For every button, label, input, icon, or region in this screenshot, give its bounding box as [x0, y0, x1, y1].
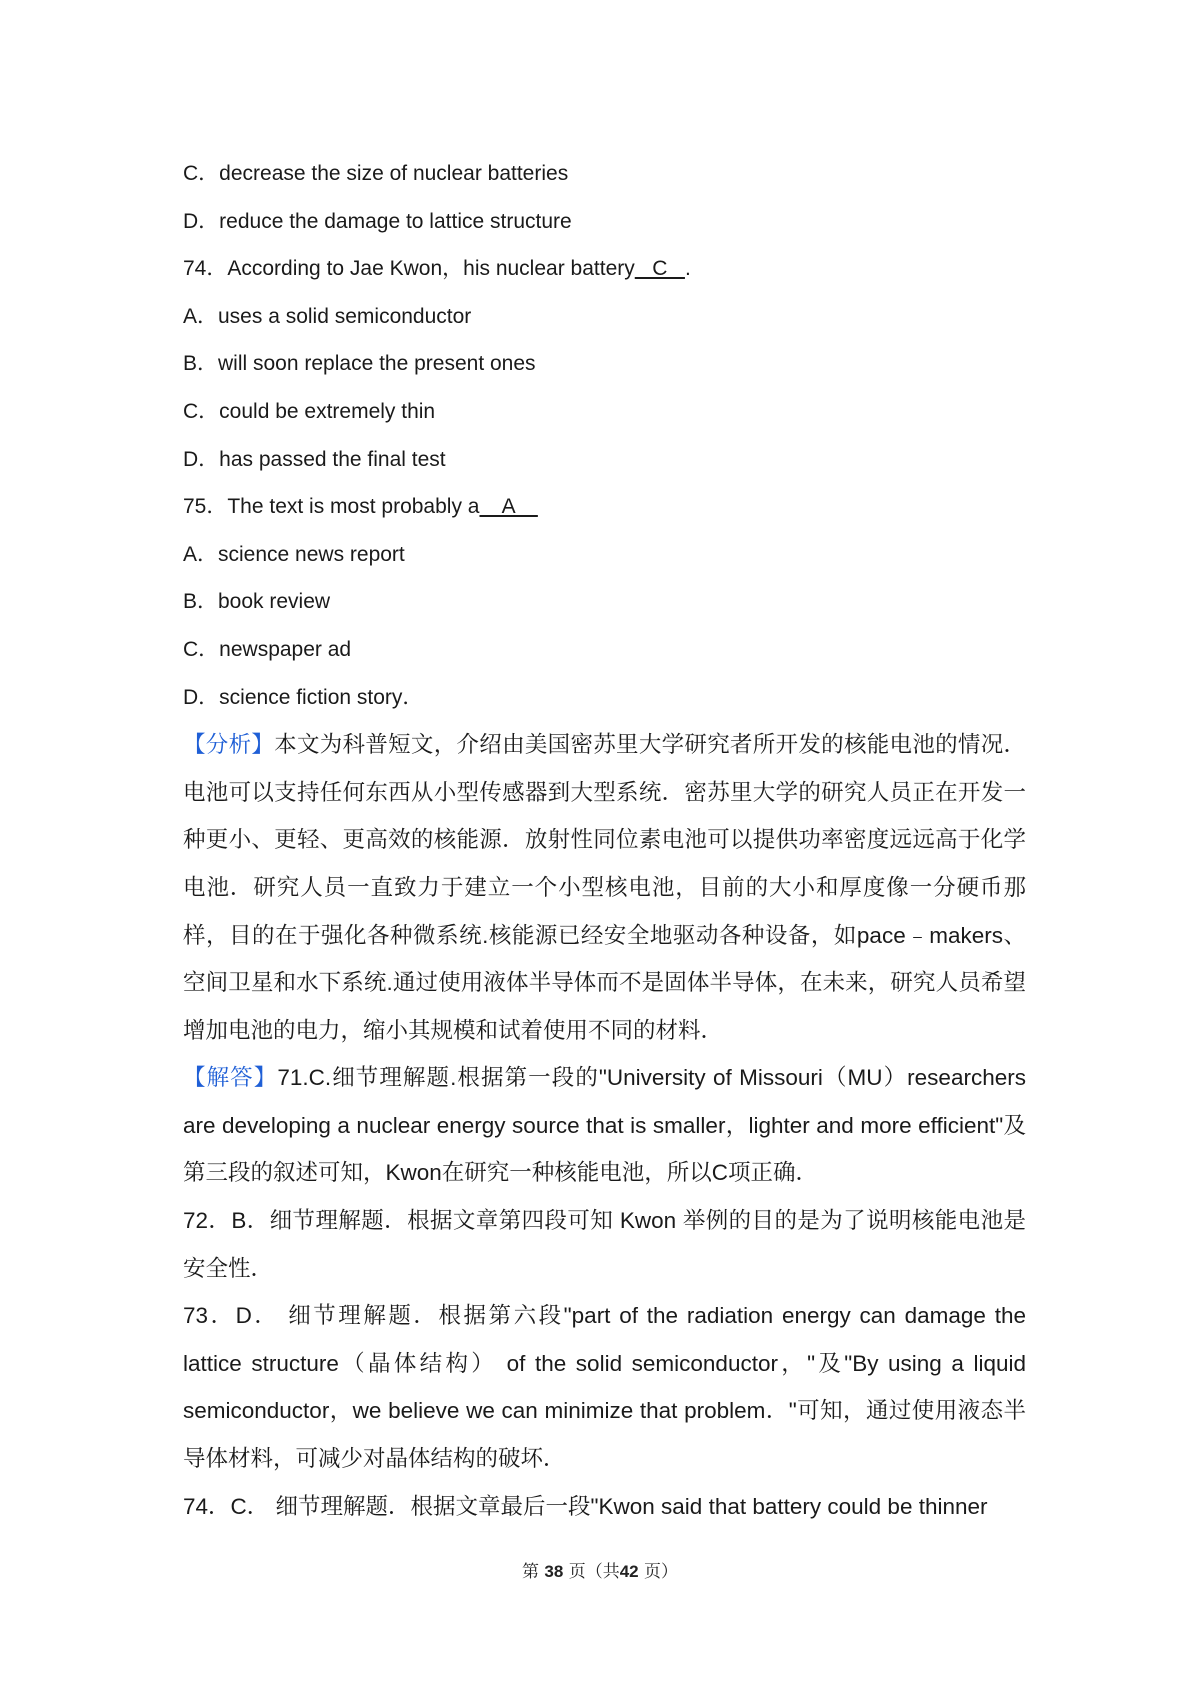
option-q74-a: A．uses a solid semiconductor	[183, 304, 472, 328]
analysis-text: 本文为科普短文，介绍由美国密苏里大学研究者所开发的核能电池的情况．电池可以支持任何东西从小型传感器到大型系统．密苏里大学的研究人员正在开发一种更小、更轻、更高效的核能源．放射性同位素电池可以提供功率密度远远高于化学电池．研究人员一直致力于建立一个小型核电池，目前的大小和厚度像一分硬币那样，目的在于强化各种微系统.核能源已经安全地驱动各种设备，如pace﹣makers、空间卫星和水下系统.通过使用液体半导体而不是固体半导体，在未来，研究人员希望增加电池的电力，缩小其规模和试着使用不同的材料．	[183, 732, 1026, 1043]
question-75	[183, 483, 1026, 531]
footer-suffix: 页）	[644, 1562, 679, 1582]
answer-73: 73．D． 细节理解题．根据第六段"part of the radiation energy can damage the lattice structure（晶体结构） of the solid semiconductor，"及"By using a liquid semiconductor，we believe we can minimize that problem．"可知，通过使用液态半导体材料，可减少对晶体结构的破坏．	[183, 1303, 1026, 1472]
footer-prefix: 第	[521, 1562, 539, 1582]
question-74-answer: C	[634, 257, 685, 281]
page-footer	[0, 1557, 1200, 1582]
option-q75-c: C．newspaper ad	[183, 637, 352, 661]
option-q75-b: B．book review	[183, 590, 331, 614]
option-q75-d: D．science fiction story．	[183, 685, 424, 709]
solution-text: 71.C.细节理解题.根据第一段的"University of Missouri（MU）researchers are developing a nuclear energy source that is smaller，lighter and more efficient"及第三段的叙述可知，Kwon在研究一种核能电池，所以C项正确．	[183, 1065, 1026, 1186]
analysis-tag: 【分析】	[183, 732, 275, 758]
footer-total-pages: 42	[619, 1562, 639, 1581]
answer-72: 72．B．细节理解题．根据文章第四段可知 Kwon 举例的目的是为了说明核能电池是安全性．	[183, 1208, 1026, 1281]
footer-middle: 页（共	[568, 1562, 620, 1582]
question-74-end: .	[684, 257, 691, 281]
document-body	[183, 150, 1026, 1530]
solution-tag: 【解答】	[183, 1065, 278, 1091]
question-75-answer: A	[479, 495, 538, 519]
option-q74-c: C．could be extremely thin	[183, 399, 436, 423]
option-q75-a: A．science news report	[183, 542, 405, 566]
question-75-stem: 75．The text is most probably a	[183, 495, 480, 519]
question-74	[183, 245, 1026, 293]
solution-paragraph	[183, 1054, 1026, 1197]
answer-74: 74．C． 细节理解题．根据文章最后一段"Kwon said that battery could be thinner	[183, 1493, 988, 1519]
option-q74-b: B．will soon replace the present ones	[183, 352, 536, 376]
option-q74-d: D．has passed the final test	[183, 447, 446, 471]
question-74-stem: 74．According to Jae Kwon，his nuclear battery	[183, 257, 635, 281]
option-q73-c: C．decrease the size of nuclear batteries	[183, 162, 569, 185]
footer-page-number: 38	[544, 1562, 564, 1581]
option-q73-d: D．reduce the damage to lattice structure	[183, 209, 572, 233]
analysis-paragraph	[183, 721, 1026, 1054]
